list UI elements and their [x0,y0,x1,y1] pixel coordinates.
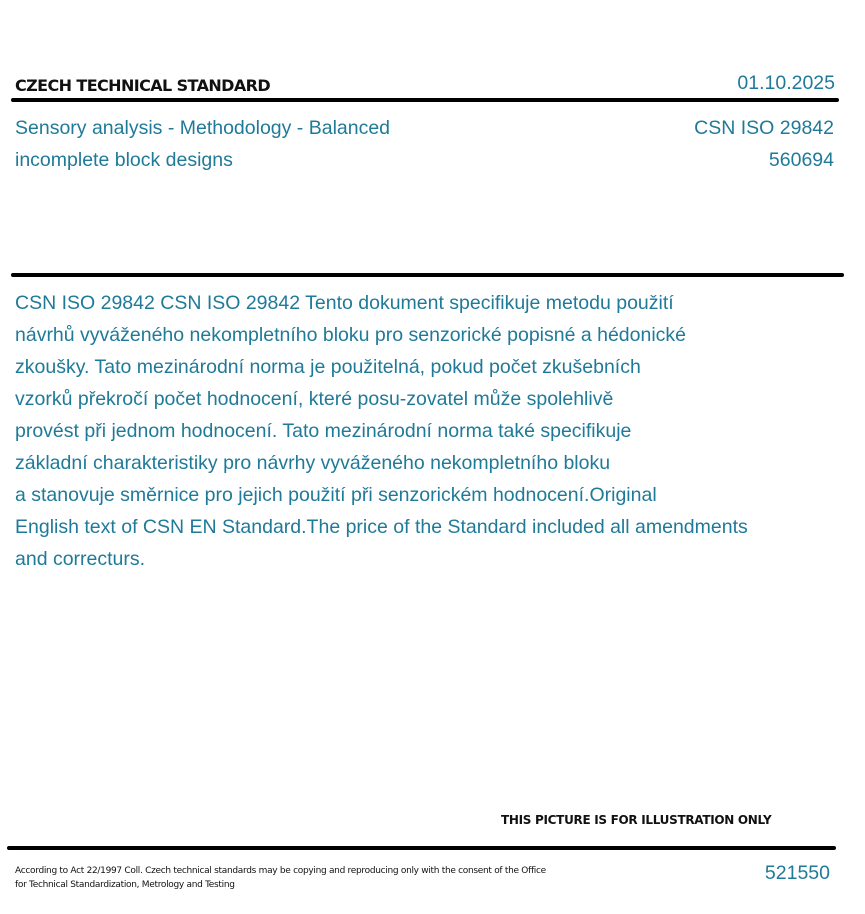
document-type-label: CZECH TECHNICAL STANDARD [15,76,271,95]
title-line-1: Sensory analysis - Methodology - Balanced [15,117,391,139]
legal-notice [15,864,546,892]
standard-code: CSN ISO 29842 [694,117,834,139]
legal-notice-line: According to Act 22/1997 Coll. Czech technical standards may be copying and reproducing only with the consent of the Office [15,866,546,876]
abstract-line: a stanovuje směrnice pro jejich použití při senzorickém hodnocení.Original [15,484,657,506]
footer-number: 521550 [764,862,830,884]
footer-divider [7,846,836,850]
abstract-line: vzorků překročí počet hodnocení, které posu-zovatel může spolehlivě [15,388,614,410]
publication-date: 01.10.2025 [737,72,835,94]
abstract-line: návrhů vyváženého nekompletního bloku pro senzorické popisné a hédonické [15,324,687,346]
abstract-line: CSN ISO 29842 CSN ISO 29842 Tento dokument specifikuje metodu použití [15,292,674,314]
illustration-note: THIS PICTURE IS FOR ILLUSTRATION ONLY [501,813,772,827]
header-divider [11,98,839,102]
catalog-number: 560694 [768,149,834,171]
abstract-line: provést při jednom hodnocení. Tato mezinárodní norma také specifikuje [15,420,632,442]
abstract-line: zkoušky. Tato mezinárodní norma je použitelná, pokud počet zkušebních [15,356,641,378]
abstract-line: and correcturs. [15,548,146,570]
legal-notice-line: for Technical Standardization, Metrology and Testing [15,880,235,890]
abstract-line: English text of CSN EN Standard.The price of the Standard included all amendments [15,516,748,538]
abstract-line: základní charakteristiky pro návrhy vyváženého nekompletního bloku [15,452,611,474]
title-line-2: incomplete block designs [15,149,233,171]
section-divider [11,273,844,277]
